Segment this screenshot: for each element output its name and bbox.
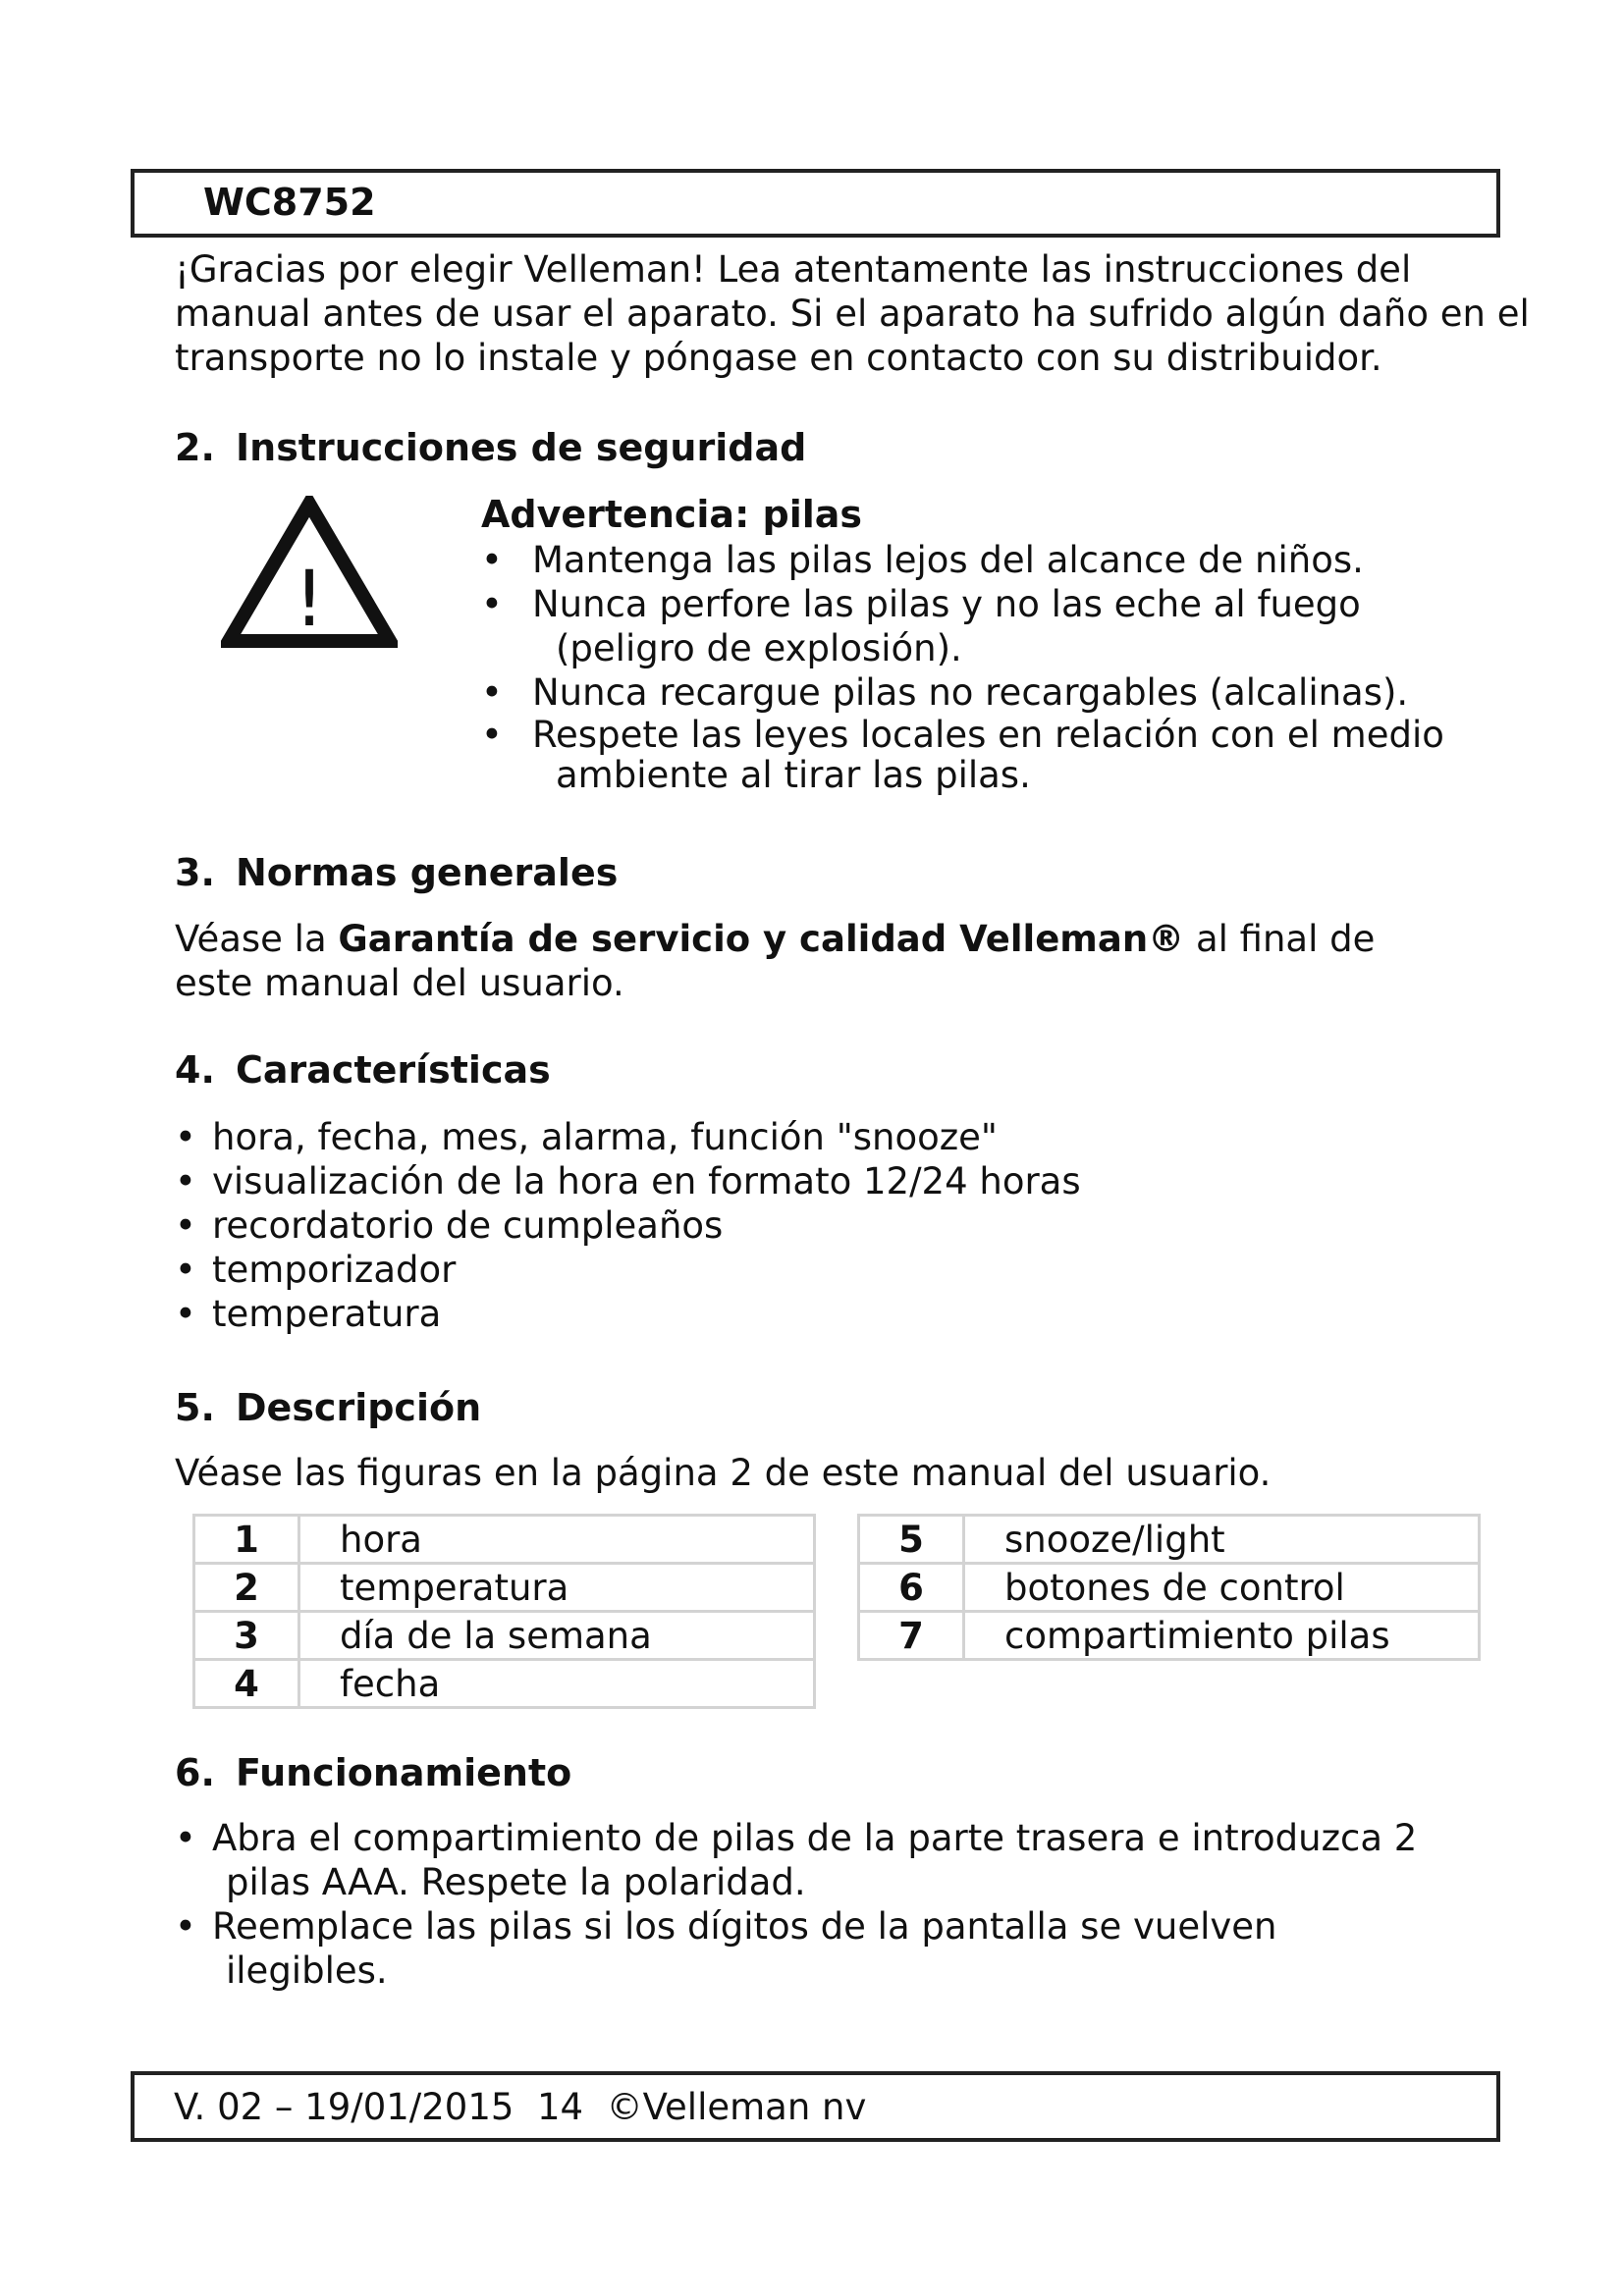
- warning-title: Advertencia: pilas: [481, 493, 863, 536]
- list-item-continuation: (peligro de explosión).: [556, 627, 962, 669]
- list-item-continuation: pilas AAA. Respete la polaridad.: [226, 1861, 806, 1903]
- footer-version: V. 02 – 19/01/2015: [174, 2086, 514, 2128]
- list-item: [481, 538, 1522, 582]
- part-number: 5: [859, 1516, 964, 1564]
- section-3-text-line2: este manual del usuario.: [175, 962, 624, 1004]
- part-number: 6: [859, 1564, 964, 1612]
- features-list: [175, 1115, 1530, 1336]
- section-2-number: 2.: [175, 426, 215, 469]
- table-row: [194, 1612, 815, 1660]
- list-item-text: hora, fecha, mes, alarma, función "snooze": [212, 1116, 998, 1158]
- parts-table-right: [857, 1514, 1481, 1661]
- list-item-text: Reemplace las pilas si los dígitos de la pantalla se vuelven: [212, 1905, 1277, 1948]
- list-item-text: Abra el compartimiento de pilas de la parte trasera e introduzca 2: [212, 1817, 1418, 1859]
- model-number: WC8752: [203, 181, 376, 224]
- section-5-title: Descripción: [236, 1386, 482, 1429]
- section-5-heading: [175, 1386, 481, 1429]
- footer-page-number: 14: [536, 2086, 584, 2128]
- header-box: [131, 169, 1500, 238]
- section-4-title: Características: [236, 1048, 551, 1092]
- part-number: 3: [194, 1612, 299, 1660]
- list-item-text: Mantenga las pilas lejos del alcance de niños.: [532, 539, 1364, 581]
- list-item-text: Respete las leyes locales en relación con el medio: [532, 714, 1444, 756]
- list-item: [175, 1816, 1530, 1904]
- part-label: temperatura: [299, 1564, 815, 1612]
- table-row: [194, 1660, 815, 1708]
- section-3-text-post: al final de: [1184, 918, 1376, 960]
- list-item: [175, 1292, 1530, 1336]
- section-4-heading: [175, 1048, 551, 1092]
- table-row: [859, 1564, 1480, 1612]
- operation-list: [175, 1816, 1530, 1993]
- table-row: [859, 1516, 1480, 1564]
- part-label: compartimiento pilas: [964, 1612, 1480, 1660]
- section-5-paragraph: Véase las figuras en la página 2 de este manual del usuario.: [175, 1452, 1272, 1494]
- list-item-text: Nunca perfore las pilas y no las eche al fuego: [532, 583, 1361, 625]
- part-number: 1: [194, 1516, 299, 1564]
- list-item: [481, 715, 1522, 795]
- list-item-continuation: ilegibles.: [226, 1949, 388, 1992]
- list-item: [175, 1203, 1530, 1248]
- list-item-text: recordatorio de cumpleaños: [212, 1204, 724, 1247]
- list-item: [481, 670, 1522, 715]
- footer-box: [131, 2071, 1500, 2142]
- table-row: [194, 1516, 815, 1564]
- list-item: [481, 582, 1522, 670]
- section-3-title: Normas generales: [236, 851, 619, 894]
- section-3-number: 3.: [175, 851, 215, 894]
- part-label: fecha: [299, 1660, 815, 1708]
- footer-copyright: ©Velleman nv: [606, 2086, 867, 2128]
- table-row: [859, 1612, 1480, 1660]
- part-label: día de la semana: [299, 1612, 815, 1660]
- warning-triangle-icon: [221, 496, 398, 648]
- section-6-number: 6.: [175, 1751, 215, 1794]
- warning-list: [481, 538, 1522, 795]
- section-2-title: Instrucciones de seguridad: [236, 426, 807, 469]
- list-item: [175, 1115, 1530, 1159]
- list-item-text: temporizador: [212, 1249, 457, 1291]
- part-number: 7: [859, 1612, 964, 1660]
- section-3-paragraph: [175, 917, 1530, 1005]
- part-number: 4: [194, 1660, 299, 1708]
- footer-text: [174, 2086, 866, 2128]
- section-3-text-pre: Véase la: [175, 918, 339, 960]
- section-4-number: 4.: [175, 1048, 215, 1092]
- list-item: [175, 1904, 1530, 1993]
- intro-paragraph: ¡Gracias por elegir Velleman! Lea atentamente las instrucciones del manual antes de usar el aparato. Si el aparato ha sufrido algún daño en el transporte no lo instale y póngase en contacto con su distribuidor.: [175, 248, 1530, 379]
- section-5-number: 5.: [175, 1386, 215, 1429]
- part-label: snooze/light: [964, 1516, 1480, 1564]
- list-item-continuation: ambiente al tirar las pilas.: [556, 754, 1031, 796]
- list-item: [175, 1248, 1530, 1292]
- parts-table-left: [192, 1514, 816, 1709]
- list-item-text: temperatura: [212, 1293, 442, 1335]
- list-item: [175, 1159, 1530, 1203]
- section-3-heading: [175, 851, 618, 894]
- list-item-text: Nunca recargue pilas no recargables (alcalinas).: [532, 671, 1409, 714]
- part-label: botones de control: [964, 1564, 1480, 1612]
- part-number: 2: [194, 1564, 299, 1612]
- section-2-heading: [175, 426, 806, 469]
- part-label: hora: [299, 1516, 815, 1564]
- section-6-title: Funcionamiento: [236, 1751, 572, 1794]
- svg-text:!: !: [294, 556, 325, 644]
- table-row: [194, 1564, 815, 1612]
- list-item-text: visualización de la hora en formato 12/24 horas: [212, 1160, 1081, 1202]
- section-6-heading: [175, 1751, 571, 1794]
- warranty-reference: Garantía de servicio y calidad Velleman®: [338, 918, 1185, 960]
